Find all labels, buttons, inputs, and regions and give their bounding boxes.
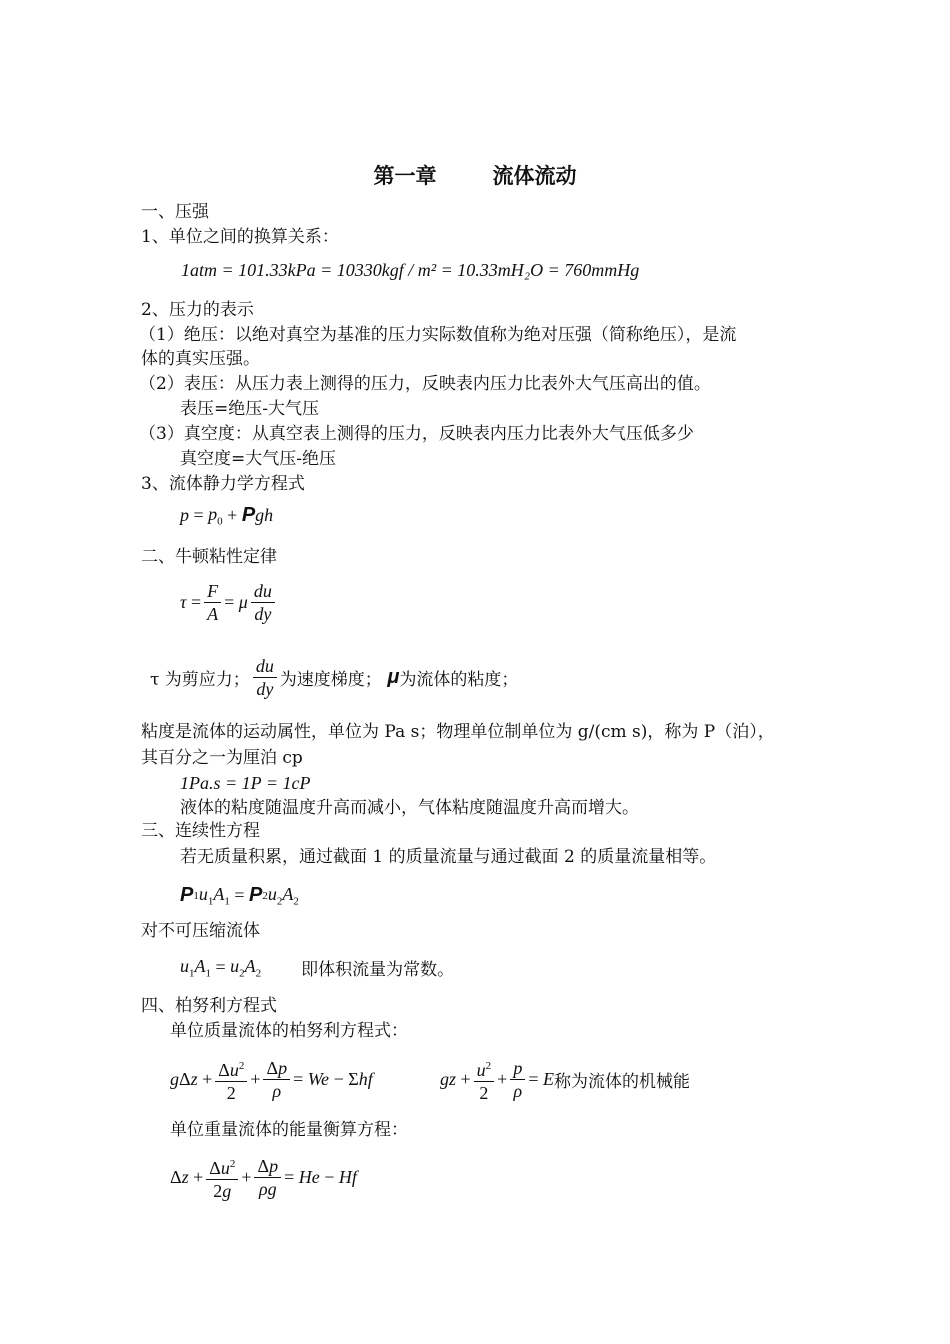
unit-equivalence: 1Pa.s = 1P = 1cP	[180, 773, 311, 793]
section-2-heading: 二、牛顿粘性定律	[141, 547, 277, 567]
gradient-definition: 为速度梯度；	[279, 670, 382, 690]
volume-flow-note: 即体积流量为常数。	[301, 960, 455, 980]
viscosity-text-line2: 其百分之一为厘泊 cp	[141, 748, 303, 768]
incompressible-label: 对不可压缩流体	[141, 921, 260, 941]
temperature-effect: 液体的粘度随温度升高而减小，气体粘度随温度升高而增大。	[180, 798, 639, 818]
mechanical-energy-formula: gz + $\frac{u^2}{2}$ + $\frac{p}{\rho}$ = E 称为流体的机械能	[440, 1055, 690, 1104]
energy-balance-formula: Δ z + $\frac{\Delta u^2}{2g}$ + $\frac{\Delta p}{\rho g}$ = He − Hf	[170, 1153, 357, 1202]
mass-bernoulli-label: 单位质量流体的柏努利方程式：	[170, 1021, 408, 1041]
continuity-description: 若无质量积累，通过截面 1 的质量流量与通过截面 2 的质量流量相等。	[180, 847, 717, 867]
volume-continuity-formula: $u_1A_1$ = $u_2A_2$ 即体积流量为常数。	[180, 955, 455, 980]
symbol-definitions: τ 为剪应力； $\frac{du}{dy}$ 为速度梯度； μ 为流体的粘度；	[150, 656, 519, 699]
section-1-heading: 一、压强	[141, 202, 209, 222]
absolute-pressure-line1: （1）绝压：以绝对真空为基准的压力实际数值称为绝对压强（简称绝压），是流	[139, 325, 737, 345]
pressure-repr-label: 2、压力的表示	[141, 300, 254, 320]
mechanical-energy-note: 称为流体的机械能	[553, 1072, 690, 1092]
gauge-pressure-equation: 表压=绝压-大气压	[180, 399, 319, 419]
weight-energy-label: 单位重量流体的能量衡算方程：	[170, 1120, 408, 1140]
chapter-name: 流体流动	[492, 164, 577, 188]
section-4-heading: 四、柏努利方程式	[141, 996, 277, 1016]
mass-continuity-formula: P 1 $u_1A_1$ = P 2 $u_2A_2$	[180, 884, 299, 908]
vacuum-equation: 真空度=大气压-绝压	[180, 449, 336, 469]
newton-viscosity-formula: τ = $\frac{F}{A}$ = μ $\frac{du}{dy}$	[180, 580, 278, 625]
mu-definition: 为流体的粘度；	[399, 670, 519, 690]
bernoulli-mass-formula: g Δ z + $\frac{\Delta u^2}{2}$ + $\frac{\Delta p}{\rho}$ = We − Σ hf	[170, 1055, 373, 1104]
chapter-number: 第一章	[373, 164, 437, 188]
viscosity-text-line1: 粘度是流体的运动属性，单位为 Pa s；物理单位制单位为 g/(cm s)，称为 P（泊），	[141, 722, 775, 742]
hydrostatic-label: 3、流体静力学方程式	[141, 474, 305, 494]
chapter-title	[0, 160, 950, 190]
conversion-formula: 1atm = 101.33kPa = 10330kgf / m² = 10.33mH₂O = 760mmHg	[181, 260, 640, 280]
vacuum-line: （3）真空度：从真空表上测得的压力，反映表内压力比表外大气压低多少	[139, 424, 694, 444]
conversion-label: 1、单位之间的换算关系：	[141, 227, 339, 247]
section-3-heading: 三、连续性方程	[141, 821, 260, 841]
gauge-pressure-line: （2）表压：从压力表上测得的压力，反映表内压力比表外大气压高出的值。	[139, 374, 711, 394]
absolute-pressure-line2: 体的真实压强。	[141, 349, 260, 369]
tau-definition: τ 为剪应力；	[150, 670, 250, 690]
hydrostatic-formula: p = $p_0$ + P gh	[180, 504, 274, 528]
